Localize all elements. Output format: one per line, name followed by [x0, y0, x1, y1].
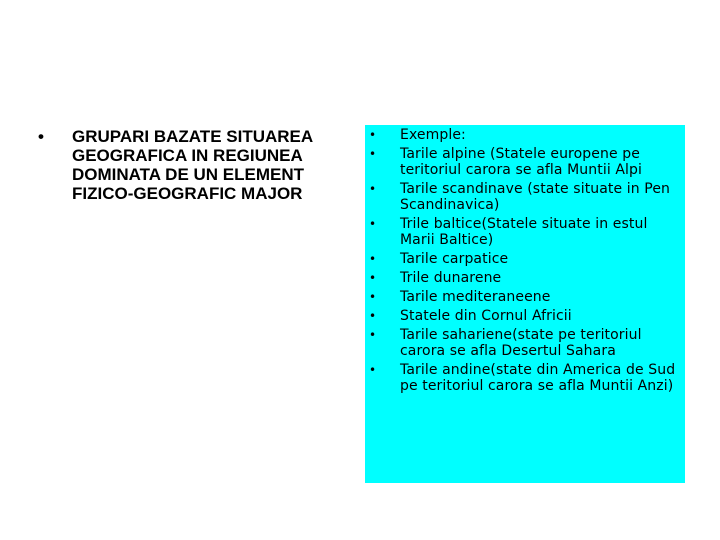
examples-item-text: Tarile scandinave (state situate in Pen Scandinavica)	[400, 181, 671, 213]
bullet-icon: •	[369, 309, 377, 323]
examples-item	[365, 181, 685, 213]
examples-panel	[365, 125, 685, 483]
bullet-icon: •	[369, 290, 377, 304]
left-bullet-item	[38, 127, 358, 203]
left-bullet-text: GRUPARI BAZATE SITUAREA GEOGRAFICA IN REGIUNEA DOMINATA DE UN ELEMENT FIZICO-GEOGRAFIC MAJOR	[72, 127, 313, 203]
examples-item-text: Trile dunarene	[400, 270, 502, 286]
bullet-icon: •	[369, 252, 377, 266]
examples-item	[365, 270, 685, 286]
examples-item-text: Tarile alpine (Statele europene pe teritoriul carora se afla Muntii Alpi	[400, 146, 643, 178]
bullet-icon: •	[369, 328, 377, 342]
examples-item	[365, 289, 685, 305]
bullet-icon: •	[369, 217, 377, 231]
examples-item-text: Statele din Cornul Africii	[400, 308, 572, 324]
examples-item-text: Trile baltice(Statele situate in estul Marii Baltice)	[400, 216, 648, 248]
bullet-icon: •	[369, 128, 377, 142]
examples-item-text: Tarile carpatice	[400, 251, 509, 267]
examples-item	[365, 327, 685, 359]
examples-list	[365, 127, 685, 397]
bullet-icon: •	[369, 182, 377, 196]
examples-item-text: Tarile mediteraneene	[400, 289, 551, 305]
bullet-icon: •	[369, 147, 377, 161]
examples-item	[365, 251, 685, 267]
left-bullet-list	[38, 127, 358, 203]
bullet-icon: •	[369, 271, 377, 285]
examples-item-text: Tarile andine(state din America de Sud pe teritoriul carora se afla Muntii Anzi)	[400, 362, 676, 394]
examples-item	[365, 308, 685, 324]
examples-item	[365, 362, 685, 394]
bullet-icon: •	[38, 127, 44, 146]
examples-item	[365, 146, 685, 178]
bullet-icon: •	[369, 363, 377, 377]
examples-item-text: Exemple:	[400, 127, 466, 143]
left-text-block	[38, 127, 358, 203]
examples-item	[365, 127, 685, 143]
examples-item-text: Tarile sahariene(state pe teritoriul carora se afla Desertul Sahara	[400, 327, 642, 359]
examples-item	[365, 216, 685, 248]
